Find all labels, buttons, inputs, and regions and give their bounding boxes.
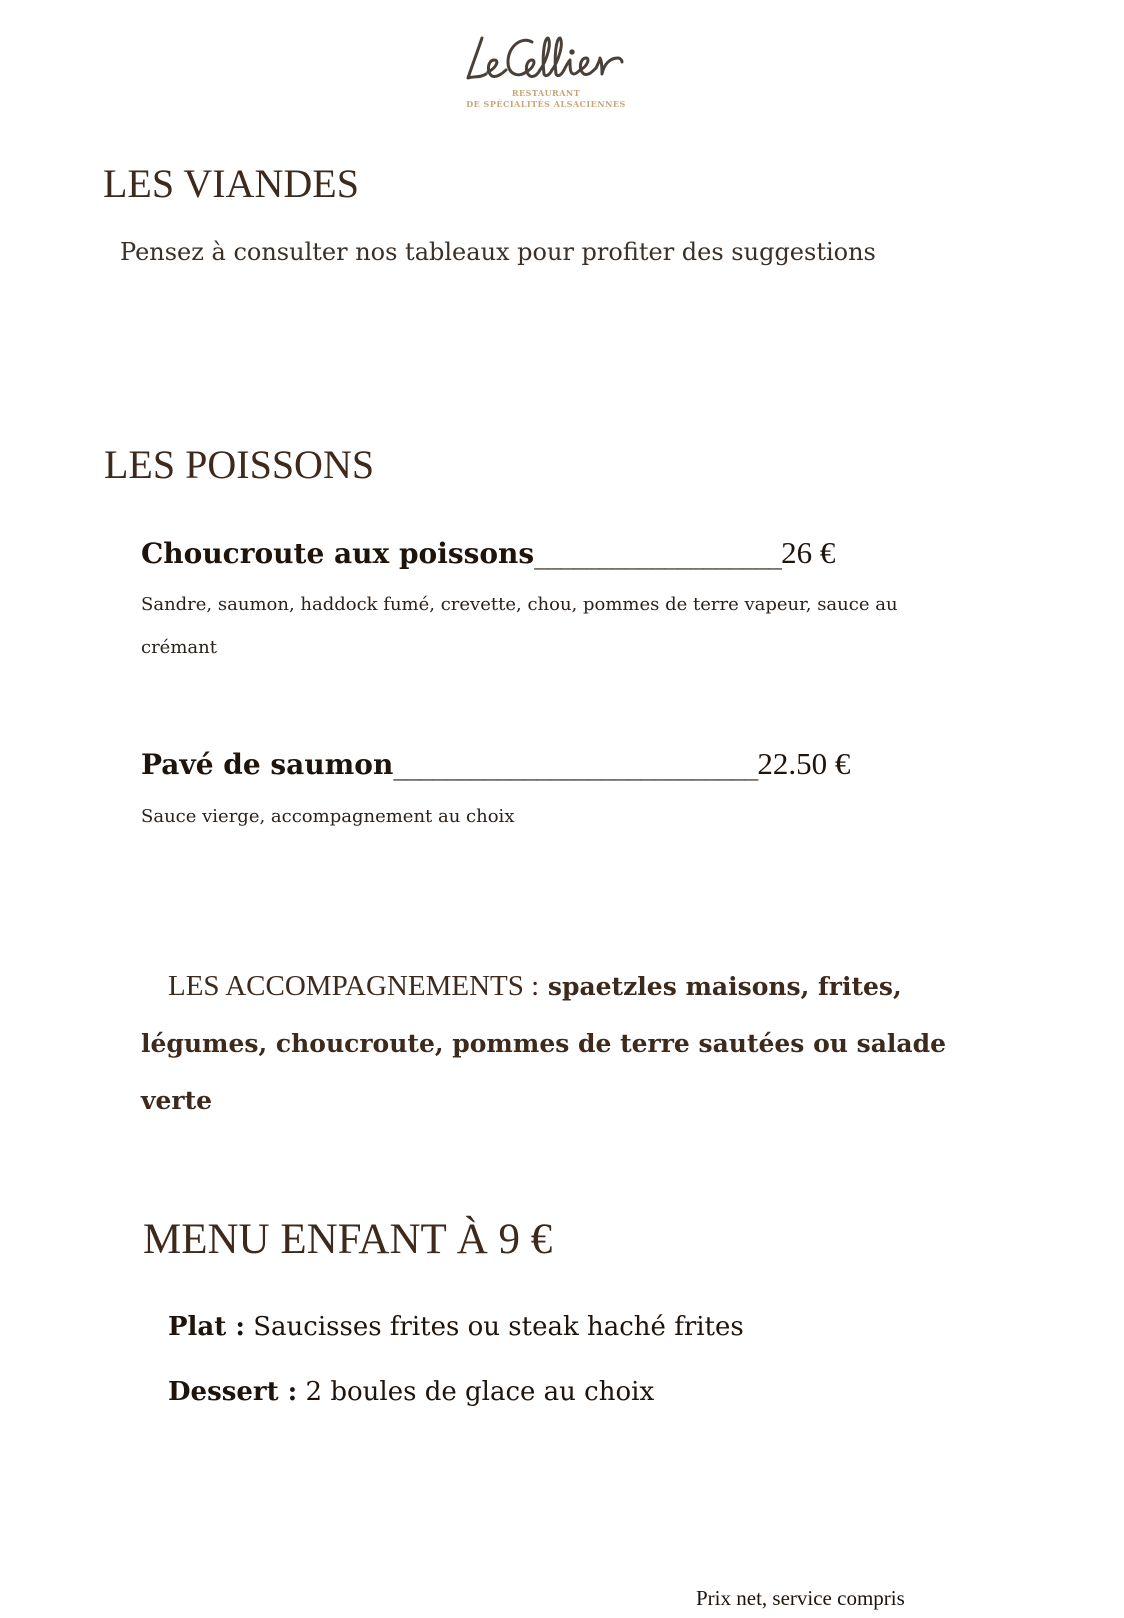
kids-menu-text: Saucisses frites ou steak haché frites [253,1312,744,1342]
kids-menu-label: Plat : [168,1312,245,1342]
kids-menu-label: Dessert : [168,1377,298,1407]
dish-leader: ____________________________ [393,748,758,781]
dish-name: Pavé de saumon [141,748,394,781]
kids-menu-text: 2 boules de glace au choix [305,1377,655,1407]
dish-description: Sandre, saumon, haddock fumé, crevette, chou, pommes de terre vapeur, sauce au crémant [141,594,898,658]
dish-description: Sauce vierge, accompagnement au choix [141,806,515,827]
dish-row [141,535,835,571]
price-footnote: Prix net, service compris [696,1586,905,1610]
section-title-enfant: MENU ENFANT À 9 € [143,1216,553,1263]
accompagnements-title: LES ACCOMPAGNEMENTS : [168,970,540,1002]
accompagnements-block [141,958,961,1129]
restaurant-logo [462,28,630,118]
viandes-intro: Pensez à consulter nos tableaux pour profiter des suggestions [120,238,876,266]
section-title-poissons: LES POISSONS [104,442,375,487]
accompagnements-items: spaetzles maisons, frites, légumes, choucroute, pommes de terre sautées ou salade verte [141,972,946,1115]
dish-price: 22.50 € [757,746,851,781]
logo-restaurant-label: RESTAURANT [511,88,581,98]
kids-menu-line [168,1377,654,1407]
dish-name: Choucroute aux poissons [141,537,535,570]
dish-leader: ___________________ [534,537,782,570]
kids-menu-line [168,1312,744,1342]
dish-row [141,746,850,782]
logo-subtitle: DE SPÉCIALITÉS ALSACIENNES [466,99,626,109]
section-title-viandes: LES VIANDES [103,161,359,206]
logo-script-wordmark [462,28,630,88]
dish-price: 26 € [781,535,836,570]
